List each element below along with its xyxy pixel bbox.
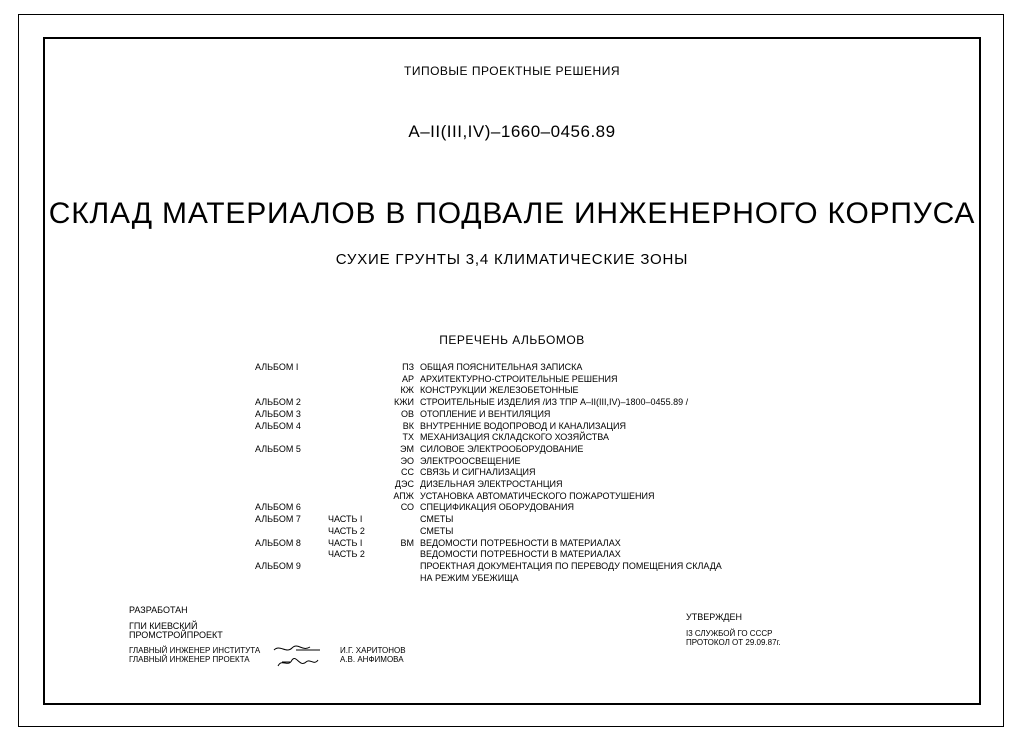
- album-number: АЛЬБОМ 3: [255, 408, 301, 419]
- section-description: ДИЗЕЛЬНАЯ ЭЛЕКТРОСТАНЦИЯ: [420, 479, 563, 489]
- approved-label: УТВЕРЖДЕН: [686, 612, 743, 622]
- signatures-image: [270, 642, 330, 672]
- developed-label: РАЗРАБОТАН: [129, 605, 188, 615]
- album-row: [0, 362, 1024, 373]
- section-description: ЭЛЕКТРООСВЕЩЕНИЕ: [420, 455, 521, 466]
- album-number: АЛЬБОМ 5: [255, 443, 301, 454]
- album-row: [0, 479, 1024, 490]
- section-code: АР: [401, 373, 414, 384]
- album-part: ЧАСТЬ I: [328, 537, 363, 548]
- section-code: ВМ: [400, 537, 414, 548]
- album-part: ЧАСТЬ 2: [328, 549, 365, 560]
- section-code: ПЗ: [402, 362, 414, 372]
- section-code: ДЭС: [394, 479, 414, 489]
- section-description: ВЕДОМОСТИ ПОТРЕБНОСТИ В МАТЕРИАЛАХ: [420, 537, 621, 548]
- album-number: АЛЬБОМ 7: [255, 514, 301, 525]
- album-row: [0, 456, 1024, 467]
- album-number: АЛЬБОМ 4: [255, 420, 301, 431]
- section-description: СИЛОВОЕ ЭЛЕКТРООБОРУДОВАНИЕ: [420, 443, 584, 454]
- section-code: ЭМ: [400, 443, 414, 454]
- section-description: УСТАНОВКА АВТОМАТИЧЕСКОГО ПОЖАРОТУШЕНИЯ: [420, 490, 655, 501]
- album-row: [0, 561, 1024, 572]
- album-row: [0, 514, 1024, 525]
- album-row: [0, 538, 1024, 549]
- album-row: [0, 526, 1024, 537]
- section-description: МЕХАНИЗАЦИЯ СКЛАДСКОГО ХОЗЯЙСТВА: [420, 432, 610, 443]
- developed-org-line1: ГПИ КИЕВСКИЙ: [129, 621, 198, 631]
- approved-line1: I3 СЛУЖБОЙ ГО СССР: [686, 629, 773, 638]
- section-description: СВЯЗЬ И СИГНАЛИЗАЦИЯ: [420, 467, 536, 478]
- section-description: СМЕТЫ: [420, 514, 454, 525]
- series-title: ТИПОВЫЕ ПРОЕКТНЫЕ РЕШЕНИЯ: [404, 64, 620, 78]
- section-description: НА РЕЖИМ УБЕЖИЩА: [420, 572, 519, 583]
- albums-heading: ПЕРЕЧЕНЬ АЛЬБОМОВ: [439, 333, 585, 347]
- section-code: ОВ: [400, 408, 414, 419]
- album-row: [0, 385, 1024, 396]
- album-part: ЧАСТЬ 2: [328, 525, 365, 536]
- name-anfimova: А.В. АНФИМОВА: [340, 655, 404, 664]
- section-code: ЭО: [400, 455, 414, 466]
- section-description: СПЕЦИФИКАЦИЯ ОБОРУДОВАНИЯ: [420, 502, 574, 513]
- album-number: АЛЬБОМ 6: [255, 502, 301, 513]
- section-description: ВНУТРЕННИЕ ВОДОПРОВОД И КАНАЛИЗАЦИЯ: [420, 420, 627, 431]
- approved-line2: ПРОТОКОЛ ОТ 29.09.87г.: [686, 638, 781, 647]
- page-title: СКЛАД МАТЕРИАЛОВ В ПОДВАЛЕ ИНЖЕНЕРНОГО КОРПУСА: [48, 197, 976, 230]
- section-code: КЖ: [400, 385, 414, 396]
- album-row: [0, 549, 1024, 560]
- album-row: [0, 502, 1024, 513]
- album-row: [0, 432, 1024, 443]
- name-kharitonov: И.Г. ХАРИТОНОВ: [340, 646, 406, 655]
- album-row: [0, 397, 1024, 408]
- album-number: АЛЬБОМ 8: [255, 537, 301, 548]
- album-number: АЛЬБОМ 2: [255, 397, 301, 408]
- album-row: [0, 491, 1024, 502]
- role-chief-engineer-project: ГЛАВНЫЙ ИНЖЕНЕР ПРОЕКТА: [129, 655, 250, 664]
- section-code: ВК: [402, 420, 414, 431]
- role-chief-engineer-institute: ГЛАВНЫЙ ИНЖЕНЕР ИНСТИТУТА: [129, 646, 261, 655]
- section-description: КОНСТРУКЦИИ ЖЕЛЕЗОБЕТОННЫЕ: [420, 385, 579, 396]
- section-description: ОТОПЛЕНИЕ И ВЕНТИЛЯЦИЯ: [420, 408, 551, 419]
- album-row: [0, 421, 1024, 432]
- section-description: ОБЩАЯ ПОЯСНИТЕЛЬНАЯ ЗАПИСКА: [420, 362, 583, 372]
- album-row: [0, 444, 1024, 455]
- album-row: [0, 409, 1024, 420]
- section-code: ТХ: [402, 432, 414, 443]
- section-code: СО: [400, 502, 414, 513]
- section-code: АПЖ: [393, 490, 414, 501]
- album-row: [0, 467, 1024, 478]
- album-row: [0, 573, 1024, 584]
- section-description: АРХИТЕКТУРНО-СТРОИТЕЛЬНЫЕ РЕШЕНИЯ: [420, 373, 618, 384]
- section-description: СМЕТЫ: [420, 525, 454, 536]
- section-code: КЖИ: [393, 397, 414, 408]
- album-number: АЛЬБОМ I: [255, 362, 299, 372]
- album-part: ЧАСТЬ I: [328, 514, 363, 525]
- developed-org-line2: ПРОМСТРОЙПРОЕКТ: [129, 630, 223, 640]
- album-number: АЛЬБОМ 9: [255, 560, 301, 571]
- section-description: ПРОЕКТНАЯ ДОКУМЕНТАЦИЯ ПО ПЕРЕВОДУ ПОМЕЩЕНИЯ СКЛАДА: [420, 560, 722, 571]
- section-description: ВЕДОМОСТИ ПОТРЕБНОСТИ В МАТЕРИАЛАХ: [420, 549, 621, 560]
- page-subtitle: СУХИЕ ГРУНТЫ 3,4 КЛИМАТИЧЕСКИЕ ЗОНЫ: [335, 251, 689, 268]
- section-code: СС: [401, 467, 414, 478]
- album-row: [0, 374, 1024, 385]
- document-code: А–II(III,IV)–1660–0456.89: [408, 122, 616, 141]
- section-description: СТРОИТЕЛЬНЫЕ ИЗДЕЛИЯ /ИЗ ТПР А–II(III,IV)–1800–0455.89 /: [420, 397, 689, 408]
